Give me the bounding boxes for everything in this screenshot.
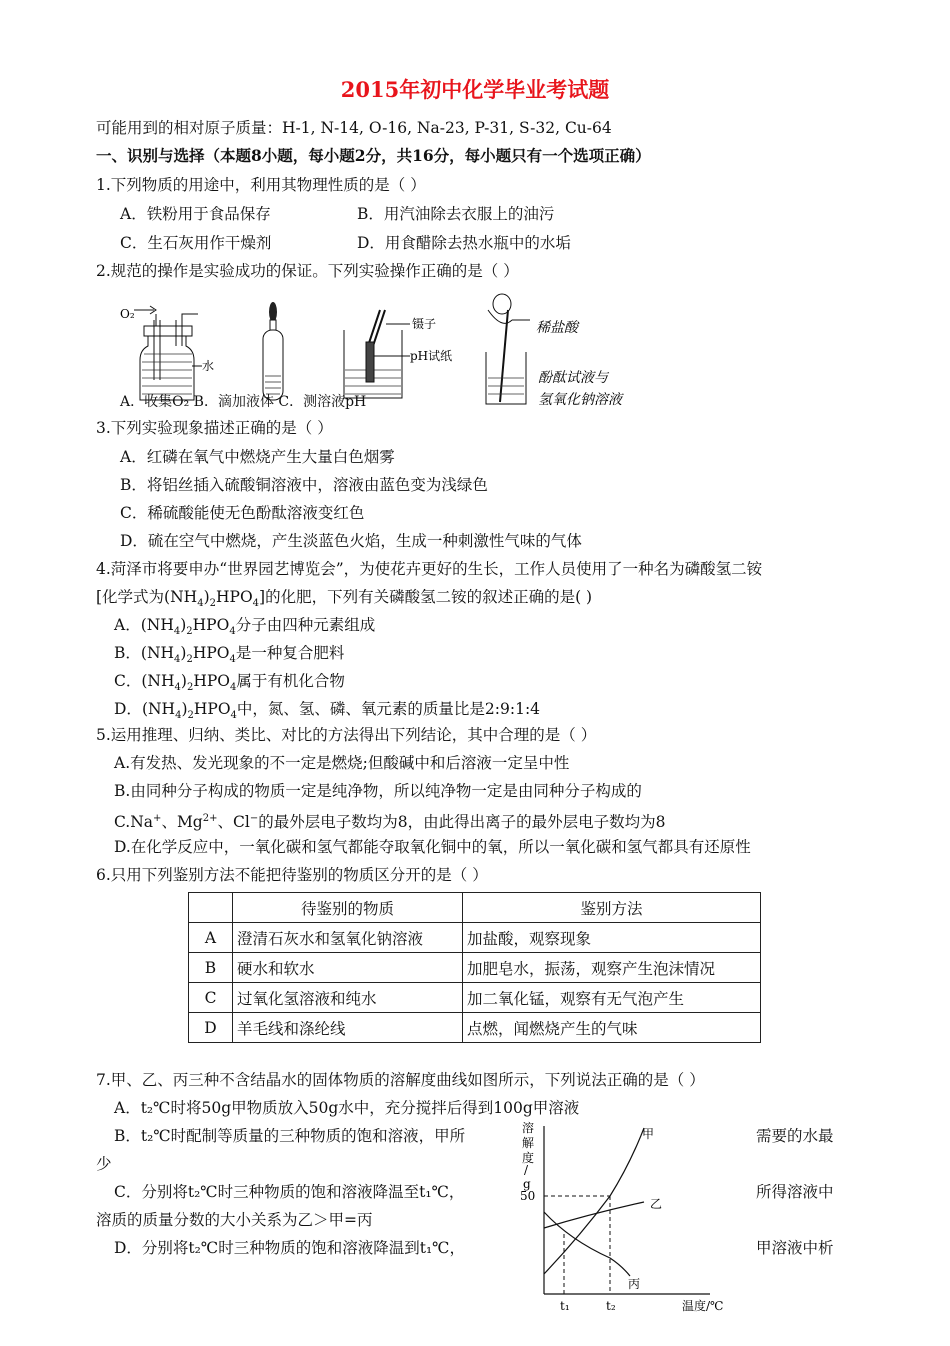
water-label: 水 [202, 359, 215, 373]
y-axis-label-char: g [523, 1177, 531, 1191]
table-header-row [189, 893, 761, 923]
question-5-stem: 5.运用推理、归纳、类比、对比的方法得出下列结论，其中合理的是（ ） [96, 726, 597, 744]
question-3-option-c: C．稀硫酸能使无色酚酞溶液变红色 [120, 504, 365, 522]
question-3-option-d: D．硫在空气中燃烧，产生淡蓝色火焰，生成一种刺激性气味的气体 [120, 532, 582, 550]
question-1-option-a: A．铁粉用于食品保存 [120, 205, 271, 223]
table-row [189, 953, 761, 983]
y-axis-label-char: 度 [522, 1151, 535, 1165]
question-3-stem: 3.下列实验现象描述正确的是（ ） [96, 419, 333, 437]
question-6-stem: 6.只用下列鉴别方法不能把待鉴别的物质区分开的是（ ） [96, 866, 488, 884]
question-1-option-d: D．用食醋除去热水瓶中的水垢 [357, 234, 571, 252]
table-header-cell: 鉴别方法 [463, 893, 761, 923]
dropper-apparatus [263, 302, 283, 400]
table-cell: C [189, 983, 233, 1013]
table-cell: 加肥皂水，振荡，观察产生泡沫情况 [463, 953, 761, 983]
gas-collection-apparatus [120, 306, 214, 400]
question-7-stem: 7.甲、乙、丙三种不含结晶水的固体物质的溶解度曲线如图所示，下列说法正确的是（ ） [96, 1071, 705, 1089]
page-title: 2015年初中化学毕业考试题 [340, 77, 610, 102]
y-axis-label-char: / [524, 1163, 529, 1177]
table-row [189, 1013, 761, 1043]
tick-t1: t₁ [560, 1299, 570, 1313]
table-cell: A [189, 923, 233, 953]
question-7-option-d-part1: D．分别将t₂℃时三种物质的饱和溶液降温到t₁℃， [114, 1239, 465, 1257]
table-cell: 羊毛线和涤纶线 [233, 1013, 463, 1043]
question-1-stem: 1.下列物质的用途中，利用其物理性质的是（ ） [96, 176, 426, 194]
question-7-option-d-part2: 甲溶液中析 [756, 1239, 834, 1257]
question-1-option-c: C．生石灰用作干燥剂 [120, 234, 272, 252]
question-2-options: A．收集O₂ B．滴加液体 C．测溶液pH [120, 394, 367, 410]
question-7-option-c-part3: 溶质的质量分数的大小关系为乙＞甲=丙 [96, 1211, 373, 1229]
indicator-label-2: 氢氧化钠溶液 [538, 392, 622, 408]
label-jia: 甲 [642, 1127, 655, 1141]
question-5-option-d: D.在化学反应中，一氧化碳和氢气都能夺取氧化铜中的氧，所以一氧化碳和氢气都具有还原性 [114, 838, 751, 856]
question-4-option-b: B．$(NH_4)_2HPO_4$是一种复合肥料 [114, 644, 345, 666]
label-bing: 丙 [628, 1277, 641, 1291]
question-1-option-b: B．用汽油除去衣服上的油污 [357, 205, 555, 223]
table-header-cell [189, 893, 233, 923]
table-cell: 硬水和软水 [233, 953, 463, 983]
label-yi: 乙 [650, 1197, 663, 1211]
question-4-option-c: C．$(NH_4)_2HPO_4$属于有机化合物 [114, 672, 345, 694]
x-axis-label: 温度/℃ [682, 1299, 724, 1313]
solubility-curve-figure [510, 1116, 750, 1316]
table-cell: D [189, 1013, 233, 1043]
question-7-option-a: A．t₂℃时将50g甲物质放入50g水中，充分搅拌后得到100g甲溶液 [114, 1099, 580, 1117]
section-heading: 一、识别与选择（本题8小题，每小题2分，共16分，每小题只有一个选项正确） [96, 146, 651, 165]
y-axis-label-char: 解 [522, 1136, 535, 1150]
table-row [189, 983, 761, 1013]
y-axis-label-char: 溶 [522, 1121, 535, 1135]
table-row [189, 923, 761, 953]
question-3-option-b: B．将铝丝插入硫酸铜溶液中，溶液由蓝色变为浅绿色 [120, 476, 488, 494]
question-4-option-d: D．$(NH_4)_2HPO_4$中，氮、氢、磷、氧元素的质量比是2:9:1:4 [114, 700, 541, 722]
hydrochloric-acid-label: 稀盐酸 [536, 320, 578, 336]
curve-bing [544, 1212, 630, 1276]
neutralization-apparatus [486, 294, 624, 408]
question-5-option-a: A.有发热、发光现象的不一定是燃烧;但酸碱中和后溶液一定呈中性 [114, 754, 570, 772]
question-4-stem-line1: 4.菏泽市将要申办“世界园艺博览会”，为使花卉更好的生长，工作人员使用了一种名为磷酸氢二铵 [96, 560, 763, 578]
table-cell: 加二氧化锰，观察有无气泡产生 [463, 983, 761, 1013]
ph-paper-label: pH试纸 [410, 349, 453, 363]
table-cell: 点燃，闻燃烧产生的气味 [463, 1013, 761, 1043]
question-4-option-a: A．$(NH_4)_2HPO_4$分子由四种元素组成 [114, 616, 376, 638]
tick-t2: t₂ [606, 1299, 616, 1313]
table-cell: 澄清石灰水和氢氧化钠溶液 [233, 923, 463, 953]
question-7-option-c-part2: 所得溶液中 [756, 1183, 834, 1201]
question-4-stem-line2: [化学式为$(NH_4)_2HPO_4$]的化肥，下列有关磷酸氢二铵的叙述正确的是( ) [96, 588, 593, 610]
question-5-option-b: B.由同种分子构成的物质一定是纯净物，所以纯净物一定是由同种分子构成的 [114, 782, 642, 800]
indicator-label-1: 酚酞试液与 [538, 370, 608, 386]
table-cell: 过氧化氢溶液和纯水 [233, 983, 463, 1013]
table-cell: 加盐酸，观察现象 [463, 923, 761, 953]
tweezers-label: 镊子 [412, 317, 437, 331]
question-7-option-b-part2: 需要的水最 [756, 1127, 834, 1145]
question-7-option-c-part1: C．分别将t₂℃时三种物质的饱和溶液降温至t₁℃， [114, 1183, 465, 1201]
question-7-option-b-part3: 少 [96, 1155, 112, 1173]
ph-test-apparatus [344, 310, 452, 398]
curve-yi [544, 1202, 644, 1228]
o2-label: O₂ [120, 307, 135, 321]
question-2-stem: 2.规范的操作是实验成功的保证。下列实验操作正确的是（ ） [96, 262, 519, 280]
identification-table [188, 892, 761, 1043]
curve-jia [544, 1128, 644, 1274]
table-header-cell: 待鉴别的物质 [233, 893, 463, 923]
table-cell: B [189, 953, 233, 983]
y-tick-50: 50 [520, 1189, 536, 1203]
question-3-option-a: A．红磷在氧气中燃烧产生大量白色烟雾 [120, 448, 395, 466]
atomic-mass-note: 可能用到的相对原子质量：H-1, N-14, O-16, Na-23, P-31, S-32, Cu-64 [96, 119, 612, 137]
question-7-option-b-part1: B．t₂℃时配制等质量的三种物质的饱和溶液，甲所 [114, 1127, 466, 1145]
question-5-option-c: C.Na+、$Mg^{2+}$、Cl−的最外层电子数均为8，由此得出离子的最外层电子数均为8 [114, 813, 666, 832]
